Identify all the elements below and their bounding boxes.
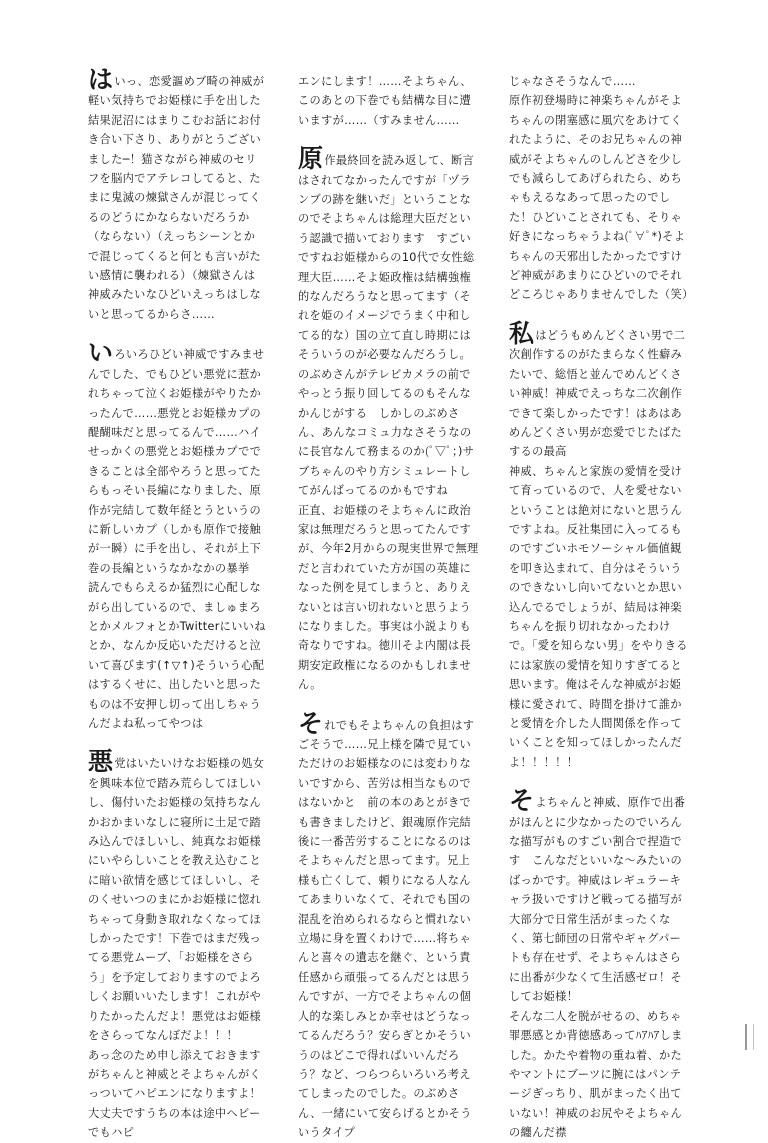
paragraph-text: 作最終回を読み返して、断言はされてなかったんですが「ヅランブの跡を継いだ」ということなのでそよちゃんは総理大臣だという認識で描いております すごいですねお姫様からの10代で女性総理大臣……そよ姫政権は結構強権的なんだろうなと思ってます（それを姫のイメージでうまく中和してる的な）国の立て直し時期にはそういうのが必要なんだろうし。のぶめさんがテレビカメラの前でやっとう振り回してるのもそんなかんじがする しかしのぶめさん、あんなコミュ力なさそうなのに長官なんて務まるのか(ﾟ▽ﾟ；)サブちゃんのやり方シミュレートしてがんばってるのかもですね 正直、お姫様のそよちゃんに政治家は無理だろうと思ってたんですが、今年2月からの現実世界で無理だと言われていた方が国の英雄になった例を見てしまうと、ありえないとは言い切れないと思うようになりました。事実は小説よりも奇なりですね。徳川そよ内閣は長期安定政権になるのかもしれません。 bbox=[298, 154, 479, 692]
paragraph bbox=[509, 786, 691, 1142]
drop-cap: い bbox=[88, 338, 114, 368]
text-column-2 bbox=[298, 72, 480, 1143]
paragraph bbox=[298, 708, 480, 1143]
paragraph-text: ろいろひどい神威ですみませんでした、でもひどい悪党に惹かれちゃって泣くお姫様がやりたかったんで……悪党とお姫様カプの醍醐味だと思ってるんで……ハイ せっかくの悪党とお姫様カプでできることは全部やろうと思ってたらもっそい長編になりました、原作が完結して数年経とうというのに新しいカプ（しかも原作で接触が一瞬）に手を出し、それが上下巻の長編というなかなかの暴挙 読んでもらえるか猛烈に心配しながら出しているので、ましゅまろとかメルフォとかTwitterにいいねとか、なんか反応いただけると泣いて喜びます(↑▽↑)そういう心配はするくせに、出したいと思ったものは不安押し切って出しちゃうんだよね私ってやつは bbox=[88, 348, 266, 730]
paragraph-text: いっ、恋愛謳めブ畸の神威が軽い気持ちでお姫様に手を出した結果泥沼にはまりこむお話にお付き合い下さり、ありがとうございました─！猫さながら神威のセリフを脳内でアテレコしてると、たまに鬼滅の煉獄さんが混じってくるのどうにかならないだろうか（ならない）（えっちシーンとかで混じってくると何とも言いがたい感情に襲われる）（煉獄さんは神威みたいなひどいえっちはしないと思ってるからさ…… bbox=[88, 75, 265, 321]
page-edge-mark bbox=[745, 1024, 754, 1050]
text-column-1 bbox=[88, 65, 266, 1143]
drop-cap: は bbox=[88, 65, 114, 94]
paragraph bbox=[509, 72, 694, 305]
paragraph-text: れでもそよちゃんの負担はすごそうで……兄上様を隣で見ていただけのお姫様なのには変わりないですから、苦労は相当なものではないかと 前の本のあとがきでも書きましたけど、銀魂原作完結後に一番苦労することになるのはそよちゃんだと思ってます。兄上様も亡くして、頼りになる人なんてあまりいなくて、それでも国の混乱を治められるならと慣れない立場に身を置くわけで……将ちゃんと喜々の遺志を継ぐ、という責任感から頑張ってるんだとは思うんですが、一方でそよちゃんの個人的な楽しみとか幸せはどうなってるんだろう？安らぎとかそういうのはどこで得ればいいんだろう？など、つらつらいろいろ考えてしまったのでした。のぶめさん、一緒にいて安らげるとかそういうタイプ bbox=[298, 718, 475, 1140]
paragraph bbox=[298, 72, 480, 130]
drop-cap: そ bbox=[509, 786, 535, 816]
text-column-3 bbox=[509, 72, 694, 1143]
paragraph bbox=[509, 318, 691, 772]
drop-cap: 悪 bbox=[88, 747, 114, 777]
drop-cap: 原 bbox=[298, 144, 324, 174]
paragraph-text: はどうもめんどくさい男で二次創作するのがたまらなく性癖みたいで、総悟と並んでめんどくさい神威！神威でえっちな二次創作できて楽しかったです！はあはあめんどくさい男が恋愛でじたばたするの最高 神威、ちゃんと家族の愛情を受けて育っているので、人を愛せないということは絶対にないと思うんですよね。反社集団に入ってるものですごいホモソーシャル価値観を叩き込まれて、自分はそういうのできないし向いてないとか思い込んでるでしょうが、結局は神楽ちゃんを振り切れなかったわけで。「愛を知らない男」をやりきるには家族の愛情を知りすぎてると思います。俺はそんな神威がお姫様に愛されて、時間を掛けて誰かと愛情を介した人間関係を作っていくことを知ってほしかったんだよ！！！！！ bbox=[509, 328, 688, 769]
paragraph bbox=[88, 338, 266, 733]
paragraph-text: よちゃんと神威、原作で出番がほんとに少なかったのでいろんな描写がものすごい割合で捏造です こんなだといいな〜みたいのばっかです。神威はレギュラーキャラ扱いですけど戦ってる描写が大部分で日常生活がまったくなく、第七師団の日常やギャグパートも存在せず、そよちゃんはさらに出番が少なくて生活感ゼロ！そしてお姫様！ そんな二人を脱がせるの、めちゃ罪悪感とか背徳感あってﾊｱﾊｱしました。かたや着物の重ね着、かたやマントにブーツに腕にはパンテージぎっちり、肌がまったく出ていない！神威のお尻やそよちゃんの纏んだ襟 bbox=[509, 796, 686, 1140]
paragraph-text: エンにします！……そよちゃん、このあとの下巻でも結構な目に遭いますが……（すみません…… bbox=[298, 75, 472, 127]
paragraph bbox=[88, 65, 266, 324]
drop-cap: 私 bbox=[509, 318, 535, 348]
paragraph bbox=[298, 144, 480, 694]
paragraph bbox=[88, 747, 266, 1142]
drop-cap: そ bbox=[298, 708, 324, 738]
paragraph-text: 党はいたいけなお姫様の処女を興味本位で踏み荒らしてほしいし、傷付いたお姫様の気持ちなんかおかまいなしに寝所に土足で踏み込んでほしいし、純真なお姫様にいやらしいことを教え込むことに暗い欲情を感じてほしいし、そのくせいつのまにかお姫様に惚れちゃって身動き取れなくなってほしかったです！下巻ではまだ残ってる悪党ムーブ、「お姫様をさらう」を予定しておりますのでよろしくお願いいたします！これがやりたかったんだよ！悪党はお姫様をさらってなんぼだよ！！！ あっ念のため申し添えておきますがちゃんと神威とそよちゃんがくっついてハピエンになりますよ！大丈夫ですうちの本は途中ヘビーでもハピ bbox=[88, 757, 265, 1140]
paragraph-text: じゃなさそうなんで…… 原作初登場時に神楽ちゃんがそよちゃんの閉塞感に風穴をあけてくれたように、そのお兄ちゃんの神威がそよちゃんのしんどさを少しでも減らしてあげられたら、めちゃもえるなあって思ったのでした！ひどいことされても、そりゃ好きになっちゃうよね(ﾟ∀ﾟ*)そよちゃんの天邪出したかったですけど神威があまりにひどいのでそれどころじゃありませんでした（笑） bbox=[509, 75, 694, 302]
